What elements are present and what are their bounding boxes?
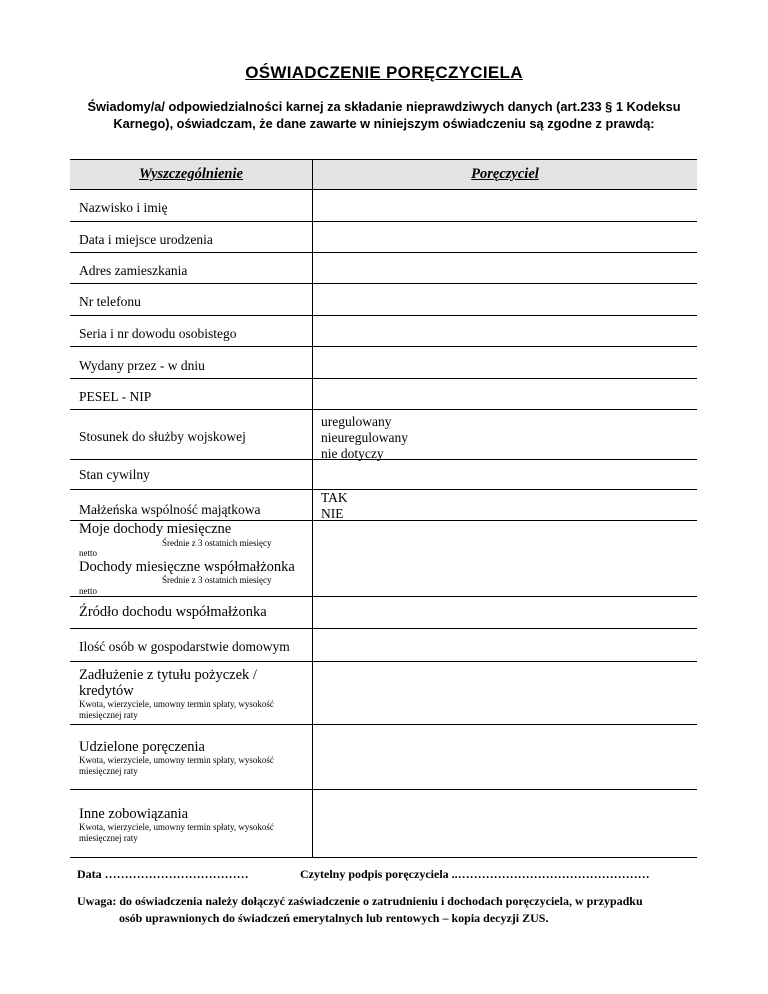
option-no: NIE [321, 506, 344, 521]
table-row [70, 253, 697, 284]
header-guarantor: Poręczyciel [313, 160, 697, 189]
label-id-card: Seria i nr dowodu osobistego [79, 326, 237, 341]
table-row [70, 190, 697, 222]
table-row [70, 521, 697, 558]
table-row [70, 790, 697, 858]
label-issued-by: Wydany przez - w dniu [79, 358, 205, 373]
guarantees-note: Kwota, wierzyciele, umowny termin spłaty, wysokość [79, 755, 274, 765]
table-row [70, 490, 697, 521]
table-row [70, 222, 697, 253]
document-title: OŚWIADCZENIE PORĘCZYCIELA [245, 63, 523, 82]
label-spouse-income: Dochody miesięczne współmałżonka [79, 559, 295, 575]
option-unregulated: nieuregulowany [321, 430, 408, 445]
signature-line: Czytelny podpis poręczyciela ..………………………………………… [300, 867, 650, 881]
table-row [70, 725, 697, 790]
label-military: Stosunek do służby wojskowej [79, 429, 246, 444]
income-note: Średnie z 3 ostatnich miesięcy [162, 538, 272, 548]
table-row [70, 662, 697, 725]
loan-debt-note-cont: miesięcznej raty [79, 710, 138, 720]
other-liabilities-note-cont: miesięcznej raty [79, 833, 138, 843]
label-guarantees: Udzielone poręczenia [79, 739, 205, 755]
guarantees-note-cont: miesięcznej raty [79, 766, 138, 776]
label-pesel-nip: PESEL - NIP [79, 389, 152, 404]
date-line: Data ……………………………… [77, 867, 249, 881]
note-line-2: osób uprawnionych do świadczeń emerytalnych lub rentowych – kopia decyzji ZUS. [119, 911, 549, 925]
option-yes: TAK [321, 490, 348, 505]
label-marital-status: Stan cywilny [79, 467, 150, 482]
table-row [70, 558, 697, 597]
label-my-income: Moje dochody miesięczne [79, 521, 232, 537]
label-phone: Nr telefonu [79, 294, 141, 309]
label-spouse-income-source: Źródło dochodu współmałżonka [79, 604, 267, 620]
spouse-income-note: Średnie z 3 ostatnich miesięcy [162, 575, 272, 585]
label-birth: Data i miejsce urodzenia [79, 232, 213, 247]
table-row [70, 379, 697, 410]
label-property-community: Małżeńska wspólność majątkowa [79, 502, 261, 517]
label-loan-debt: Zadłużenie z tytułu pożyczek / [79, 667, 257, 683]
table-row [70, 597, 697, 629]
income-netto: netto [79, 548, 97, 558]
table-header-row [70, 160, 697, 190]
note-line-1: Uwaga: do oświadczenia należy dołączyć zaświadczenie o zatrudnieniu i dochodach poręczyciela, w przypadku [77, 894, 643, 908]
column-divider [312, 160, 313, 857]
header-specification: Wyszczególnienie [70, 160, 312, 189]
label-name: Nazwisko i imię [79, 200, 168, 215]
label-address: Adres zamieszkania [79, 263, 188, 278]
option-not-applicable: nie dotyczy [321, 446, 384, 461]
table-row [70, 629, 697, 662]
property-options [321, 490, 348, 522]
attachment-note [77, 893, 702, 927]
loan-debt-note: Kwota, wierzyciele, umowny termin spłaty, wysokość [79, 699, 274, 709]
spouse-income-netto: netto [79, 586, 97, 596]
table-row [70, 284, 697, 316]
label-loan-debt-cont: kredytów [79, 683, 134, 699]
label-household-size: Ilość osób w gospodarstwie domowym [79, 639, 290, 654]
intro-statement: Świadomy/a/ odpowiedzialności karnej za składanie nieprawdziwych danych (art.233 § 1 Kodeksu Karnego), oświadczam, że dane zawarte w niniejszym oświadczeniu są zgodne z prawdą: [87, 99, 681, 131]
table-row [70, 460, 697, 490]
table-row [70, 347, 697, 379]
label-other-liabilities: Inne zobowiązania [79, 806, 189, 822]
option-regulated: uregulowany [321, 414, 392, 429]
declaration-table [70, 159, 697, 858]
table-row [70, 316, 697, 347]
other-liabilities-note: Kwota, wierzyciele, umowny termin spłaty, wysokość [79, 822, 274, 832]
table-row [70, 410, 697, 460]
military-options [321, 414, 408, 462]
